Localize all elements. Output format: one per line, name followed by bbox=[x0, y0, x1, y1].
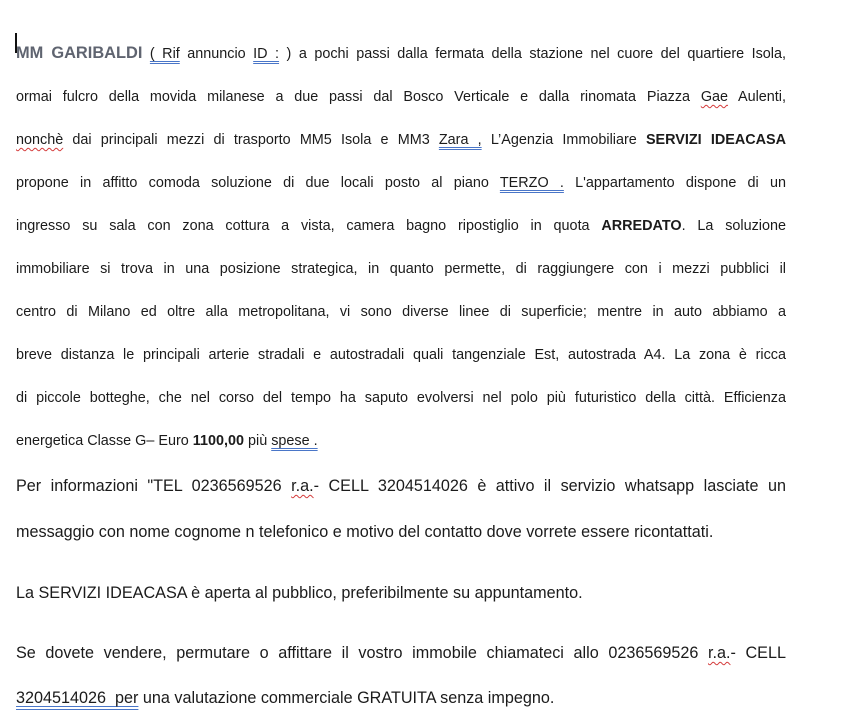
line-8: breve distanza le principali arterie stradali e autostradali quali tangenziale Est, autostrada A4. La zona è ricca bbox=[16, 347, 786, 363]
listing-title: MM GARIBALDI bbox=[16, 44, 143, 62]
text-span: annuncio bbox=[179, 46, 254, 62]
contact-line-2: messaggio con nome cognome n telefonico e motivo del contatto dove vorrete essere ricontattati. bbox=[16, 523, 714, 541]
line-7: centro di Milano ed oltre alla metropolitana, vi sono diverse linee di superficie; mentre in auto abbiamo a bbox=[16, 304, 786, 320]
text-span: energetica Classe G– Euro bbox=[16, 433, 193, 449]
spell-nonche: nonchè bbox=[16, 132, 64, 148]
text-span: più bbox=[244, 433, 272, 449]
text-span: propone in affitto comoda soluzione di due locali posto al piano bbox=[16, 175, 500, 191]
text-span: ingresso su sala con zona cottura a vista, camera bagno ripostiglio in quota bbox=[16, 218, 602, 234]
floor-label: TERZO . bbox=[499, 175, 564, 191]
line-1 bbox=[16, 32, 786, 76]
cell-number: 3204514026 per bbox=[16, 689, 139, 707]
id-label: ID : bbox=[253, 46, 280, 62]
spell-ra-2: r.a. bbox=[707, 644, 731, 662]
line-5 bbox=[16, 205, 786, 248]
rif-label: ( Rif bbox=[149, 46, 180, 62]
text-span: - CELL 3204514026 è attivo il servizio whatsapp lasciate un bbox=[313, 477, 786, 495]
text-span: ormai fulcro della movida milanese a due passi dal Bosco Verticale e dalla rinomata Piazza bbox=[16, 89, 701, 105]
text-span: ) a pochi passi dalla fermata della stazione nel cuore del quartiere Isola, bbox=[279, 46, 786, 62]
opening-info: La SERVIZI IDEACASA è aperta al pubblico, preferibilmente su appuntamento. bbox=[16, 584, 583, 602]
text-span: una valutazione commerciale GRATUITA senza impegno. bbox=[138, 689, 555, 707]
contact-line-1 bbox=[16, 477, 786, 496]
agency-name: SERVIZI IDEACASA bbox=[645, 132, 786, 148]
line-3 bbox=[16, 119, 786, 162]
text-span: L’Agenzia Immobiliare bbox=[481, 132, 646, 148]
line-4 bbox=[16, 162, 786, 205]
sell-line-1 bbox=[16, 644, 786, 663]
line-10 bbox=[16, 420, 786, 463]
paragraph-listing bbox=[16, 32, 786, 463]
spese-label: spese . bbox=[271, 433, 318, 449]
text-span: . La soluzione bbox=[681, 218, 786, 234]
text-span: Se dovete vendere, permutare o affittare il vostro immobile chiamateci allo 0236569526 bbox=[16, 644, 708, 662]
sell-line-2 bbox=[16, 689, 554, 708]
text-span: Aulenti, bbox=[728, 89, 786, 105]
line-2 bbox=[16, 76, 786, 119]
price: 1100,00 bbox=[192, 433, 245, 449]
zara-label: Zara , bbox=[438, 132, 482, 148]
line-6: immobiliare si trova in una posizione strategica, in quanto permette, di raggiungere con i mezzi pubblici il bbox=[16, 261, 786, 277]
spell-ra: r.a. bbox=[291, 477, 314, 495]
text-span: dai principali mezzi di trasporto MM5 Isola e MM3 bbox=[63, 132, 439, 148]
line-9: di piccole botteghe, che nel corso del tempo ha saputo evolversi nel polo più futuristico della città. Efficienza bbox=[16, 390, 786, 406]
spell-gae: Gae bbox=[700, 89, 729, 105]
text-span: L'appartamento dispone di un bbox=[563, 175, 786, 191]
text-span: Per informazioni "TEL 0236569526 bbox=[16, 477, 292, 495]
furnished-label: ARREDATO bbox=[601, 218, 682, 234]
text-span: - CELL bbox=[730, 644, 786, 662]
